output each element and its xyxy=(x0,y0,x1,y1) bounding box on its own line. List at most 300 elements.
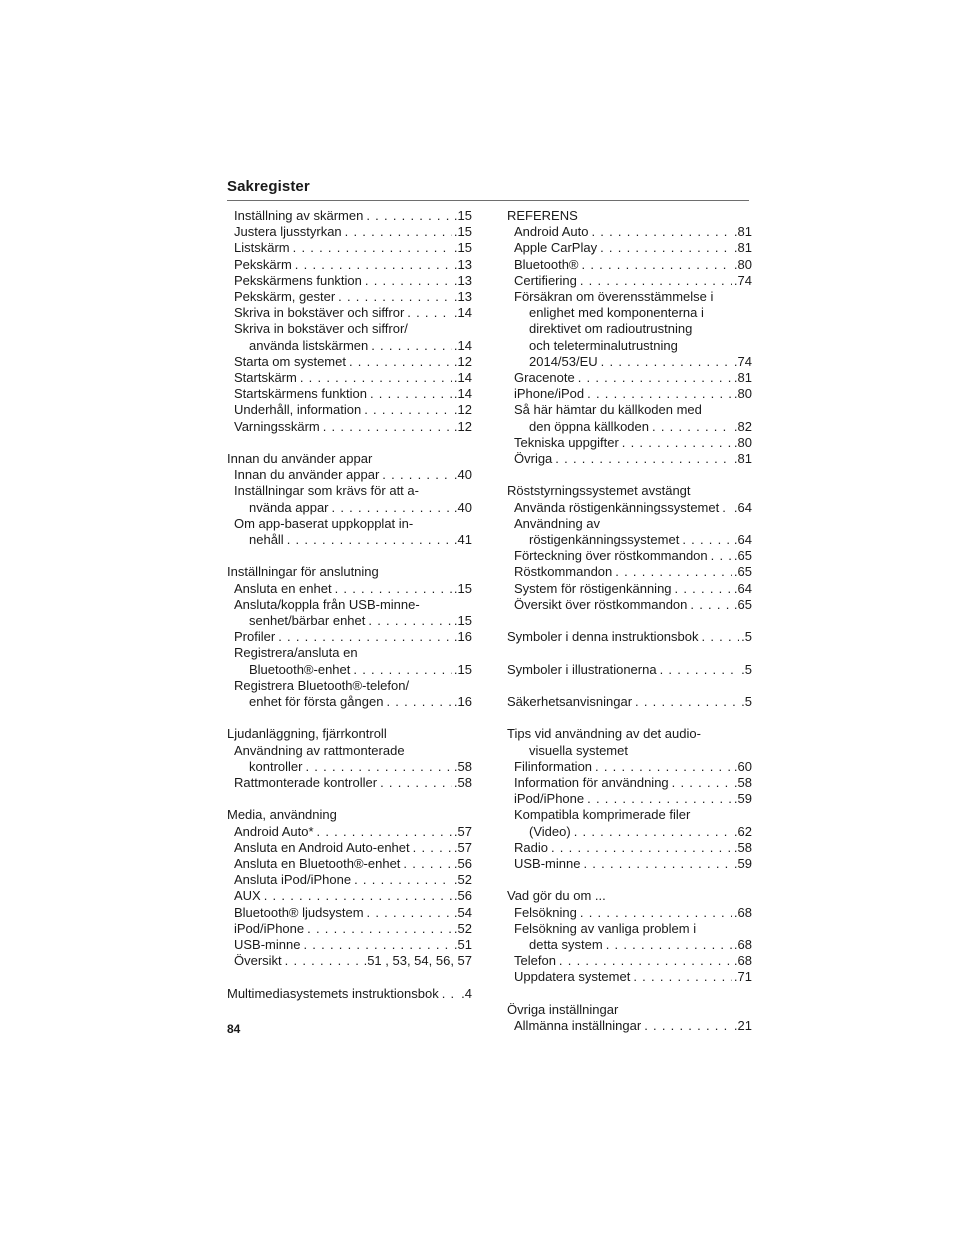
index-page-ref: .52 xyxy=(453,920,472,936)
index-entry-line xyxy=(234,613,472,629)
index-entry xyxy=(234,678,472,710)
index-entry xyxy=(234,856,472,872)
index-entry-text: kontroller xyxy=(249,758,303,774)
index-group xyxy=(507,483,752,613)
index-entry-line xyxy=(234,354,472,370)
index-entry xyxy=(234,953,472,969)
index-group xyxy=(507,694,752,710)
index-entry-line xyxy=(234,289,472,305)
index-entry-text: Pekskärm xyxy=(234,256,292,272)
index-group xyxy=(507,629,752,645)
index-entry-text: Översikt över röstkommandon xyxy=(514,596,688,612)
index-entry-text: senhet/bärbar enhet xyxy=(249,613,366,629)
index-entry-line xyxy=(234,856,472,872)
dot-leader xyxy=(386,694,451,710)
index-entry xyxy=(514,370,752,386)
index-entry-text: Justera ljusstyrkan xyxy=(234,224,342,240)
index-heading-text: Symboler i illustrationerna xyxy=(507,661,657,677)
dot-leader xyxy=(300,370,452,386)
index-entry-line xyxy=(234,240,472,256)
index-entry-text: detta system xyxy=(529,937,603,953)
dot-leader xyxy=(615,564,732,580)
index-page-ref: .51 , 53, 54, 56, 57 xyxy=(363,953,472,969)
index-group xyxy=(507,208,752,467)
dot-leader xyxy=(635,694,739,710)
index-entry-text: (Video) xyxy=(529,823,571,839)
index-entry xyxy=(514,273,752,289)
index-entry-text: Registrera/ansluta en xyxy=(234,645,358,661)
index-page-ref: .12 xyxy=(453,418,472,434)
index-page-ref: .71 xyxy=(733,969,752,985)
index-entry-line-wrap xyxy=(514,338,752,354)
index-heading-text: Multimediasystemets instruktionsbok xyxy=(227,985,439,1001)
index-entry-line xyxy=(514,354,752,370)
dot-leader xyxy=(682,532,732,548)
index-entry-text: Pekskärmens funktion xyxy=(234,272,362,288)
index-entry-text: Om app-baserat uppkopplat in- xyxy=(234,515,414,531)
dot-leader xyxy=(600,240,732,256)
index-page-ref: .15 xyxy=(453,240,472,256)
index-page-ref: .13 xyxy=(453,256,472,272)
index-page-ref: .65 xyxy=(733,564,752,580)
dot-leader xyxy=(660,662,740,678)
index-page-ref: .14 xyxy=(453,386,472,402)
index-entry-line xyxy=(234,888,472,904)
index-entry xyxy=(514,386,752,402)
index-heading: Röststyrningssystemet avstängt xyxy=(507,483,691,499)
index-page-ref: .13 xyxy=(453,272,472,288)
index-entry-text: Radio xyxy=(514,839,548,855)
index-entry-text: Ansluta en enhet xyxy=(234,580,332,596)
index-entry-line xyxy=(514,824,752,840)
index-entry-text: Allmänna inställningar xyxy=(514,1018,642,1034)
index-entry-text: Försäkran om överensstämmelse i xyxy=(514,289,714,305)
index-page-ref: .65 xyxy=(733,548,752,564)
dot-leader xyxy=(559,953,732,969)
index-entry-line xyxy=(514,548,752,564)
index-entry-text: Certifiering xyxy=(514,272,577,288)
index-entry xyxy=(514,500,752,516)
index-entry-line xyxy=(514,224,752,240)
dot-leader xyxy=(722,500,732,516)
index-entry-line-wrap xyxy=(514,516,752,532)
index-entry-line xyxy=(514,1018,752,1034)
index-entry-text: Bluetooth® xyxy=(514,256,579,272)
index-entry-line xyxy=(234,532,472,548)
index-entry-text: Android Auto xyxy=(514,224,589,240)
dot-leader xyxy=(672,775,732,791)
index-entry-line xyxy=(234,305,472,321)
index-entry-text: och teleterminalutrustning xyxy=(529,337,678,353)
dot-leader xyxy=(583,856,731,872)
index-entry-line xyxy=(514,451,752,467)
index-entry-text: Ansluta/koppla från USB-minne- xyxy=(234,596,420,612)
index-heading: Vad gör du om ... xyxy=(507,888,606,904)
index-entry-line xyxy=(234,872,472,888)
index-entry-text: iPod/iPhone xyxy=(234,920,305,936)
index-page-ref: .14 xyxy=(453,370,472,386)
index-entry-line xyxy=(234,208,472,224)
index-entry-text: Telefon xyxy=(514,953,556,969)
index-page-ref: .68 xyxy=(733,953,752,969)
index-entry xyxy=(514,759,752,775)
index-page-ref: .56 xyxy=(453,856,472,872)
index-page-ref: .12 xyxy=(453,353,472,369)
index-entry-text: 2014/53/EU xyxy=(529,353,598,369)
index-entry-line-wrap xyxy=(514,807,752,823)
dot-leader xyxy=(403,856,452,872)
dot-leader xyxy=(606,937,732,953)
index-entry-line xyxy=(234,338,472,354)
index-entry xyxy=(514,564,752,580)
dot-leader xyxy=(303,937,451,953)
dot-leader xyxy=(287,532,452,548)
index-entry-line-wrap xyxy=(234,645,472,661)
index-entry xyxy=(514,581,752,597)
index-entry-line xyxy=(234,370,472,386)
index-entry-text: AUX xyxy=(234,888,261,904)
index-entry xyxy=(514,289,752,370)
index-page-ref: .15 xyxy=(453,224,472,240)
index-entry-line-wrap xyxy=(234,483,472,499)
page-title: Sakregister xyxy=(227,178,310,195)
index-entry-line-wrap xyxy=(234,678,472,694)
index-entry xyxy=(234,370,472,386)
index-heading: Innan du använder appar xyxy=(227,451,373,467)
dot-leader xyxy=(285,953,362,969)
dot-leader xyxy=(574,824,732,840)
index-entry xyxy=(234,419,472,435)
index-heading: Övriga inställningar xyxy=(507,1001,619,1017)
index-heading-text: Säkerhetsanvisningar xyxy=(507,694,633,710)
dot-leader xyxy=(652,419,732,435)
dot-leader xyxy=(633,969,732,985)
index-entry-line-wrap xyxy=(514,321,752,337)
index-entry-text: Rattmonterade kontroller xyxy=(234,775,378,791)
index-entry-line xyxy=(514,856,752,872)
index-entry-text: Tekniska uppgifter xyxy=(514,434,619,450)
page-number: 84 xyxy=(227,1022,241,1036)
index-entry-line xyxy=(514,581,752,597)
index-page-ref: .5 xyxy=(741,694,752,710)
index-group xyxy=(227,564,472,710)
index-entry-text: Startskärmens funktion xyxy=(234,386,367,402)
index-entry xyxy=(514,597,752,613)
index-group xyxy=(507,662,752,678)
index-entry-line xyxy=(234,629,472,645)
dot-leader xyxy=(578,370,732,386)
index-entry xyxy=(514,905,752,921)
index-entry-line-wrap xyxy=(514,305,752,321)
dot-leader xyxy=(644,1018,732,1034)
index-entry-text: Gracenote xyxy=(514,370,575,386)
index-entry-text: Inställningar som krävs för att a- xyxy=(234,483,419,499)
index-page-ref: .5 xyxy=(741,661,752,677)
index-entry-text: Varningsskärm xyxy=(234,418,320,434)
index-entry xyxy=(234,581,472,597)
index-entry xyxy=(514,224,752,240)
index-page-ref: .81 xyxy=(733,451,752,467)
index-group xyxy=(227,451,472,548)
index-page-ref: .58 xyxy=(733,775,752,791)
dot-leader xyxy=(555,451,732,467)
index-group xyxy=(507,726,752,872)
index-group xyxy=(507,1002,752,1034)
index-entry-text: den öppna källkoden xyxy=(529,418,649,434)
index-entry-line xyxy=(234,840,472,856)
index-entry-line xyxy=(514,905,752,921)
index-entry xyxy=(234,905,472,921)
index-entry-text: USB-minne xyxy=(514,856,581,872)
index-page-ref: .15 xyxy=(453,580,472,596)
dot-leader xyxy=(264,888,452,904)
index-entry xyxy=(514,807,752,839)
index-entry xyxy=(234,629,472,645)
index-page-ref: .81 xyxy=(733,370,752,386)
dot-leader xyxy=(353,662,452,678)
index-page-ref: .4 xyxy=(461,985,472,1001)
dot-leader xyxy=(307,921,452,937)
index-page-ref: .41 xyxy=(453,532,472,548)
index-entry-line xyxy=(514,370,752,386)
index-page-ref: .74 xyxy=(733,353,752,369)
index-page-ref: .59 xyxy=(733,856,752,872)
index-entry xyxy=(234,824,472,840)
index-entry-line xyxy=(234,419,472,435)
index-entry-text: Pekskärm, gester xyxy=(234,289,336,305)
dot-leader xyxy=(295,257,452,273)
index-entry-text: Röstkommandon xyxy=(514,564,613,580)
index-entry-text: Uppdatera systemet xyxy=(514,969,631,985)
index-entry xyxy=(234,386,472,402)
index-heading: REFERENS xyxy=(507,208,578,223)
dot-leader xyxy=(338,289,452,305)
index-heading xyxy=(507,694,752,710)
index-entry-text: nehåll xyxy=(249,532,284,548)
index-entry xyxy=(234,483,472,515)
index-page-ref: .56 xyxy=(453,888,472,904)
dot-leader xyxy=(622,435,732,451)
dot-leader xyxy=(366,208,452,224)
dot-leader xyxy=(702,629,740,645)
index-entry-text: enhet för första gången xyxy=(249,694,384,710)
index-entry xyxy=(234,257,472,273)
index-entry xyxy=(234,645,472,677)
index-group xyxy=(227,807,472,969)
index-entry-line xyxy=(234,467,472,483)
index-page-ref: .60 xyxy=(733,758,752,774)
dot-leader xyxy=(582,257,732,273)
index-heading-continuation: visuella systemet xyxy=(529,742,628,758)
index-entry-text: USB-minne xyxy=(234,937,301,953)
index-entry-text: Så här hämtar du källkoden med xyxy=(514,402,702,418)
index-entry-line xyxy=(514,500,752,516)
index-page-ref: .16 xyxy=(453,629,472,645)
index-entry xyxy=(514,240,752,256)
index-entry-text: Övriga xyxy=(514,451,553,467)
index-entry xyxy=(234,224,472,240)
index-entry-text: Listskärm xyxy=(234,240,290,256)
index-entry-line-wrap xyxy=(234,597,472,613)
index-entry-line xyxy=(234,937,472,953)
index-entry-text: Användning av xyxy=(514,515,601,531)
index-entry-text: Starta om systemet xyxy=(234,353,346,369)
index-entry xyxy=(234,921,472,937)
index-entry xyxy=(514,921,752,953)
index-entry-line xyxy=(234,662,472,678)
dot-leader xyxy=(367,905,452,921)
index-entry-line xyxy=(514,969,752,985)
index-entry xyxy=(514,548,752,564)
index-entry xyxy=(234,289,472,305)
index-entry-text: Underhåll, information xyxy=(234,402,362,418)
index-entry-line xyxy=(234,921,472,937)
index-entry-line xyxy=(234,953,472,969)
index-page-ref: .68 xyxy=(733,937,752,953)
index-heading xyxy=(507,629,752,645)
index-entry-text: Använda röstigenkänningssystemet xyxy=(514,499,720,515)
index-entry-text: Android Auto* xyxy=(234,823,314,839)
index-page-ref: .12 xyxy=(453,402,472,418)
dot-leader xyxy=(335,581,452,597)
dot-leader xyxy=(690,597,732,613)
index-entry xyxy=(514,516,752,548)
index-page-ref: .58 xyxy=(733,839,752,855)
dot-leader xyxy=(365,273,452,289)
index-entry-text: Skriva in bokstäver och siffror xyxy=(234,305,405,321)
index-entry-line xyxy=(234,386,472,402)
index-column-left xyxy=(227,208,472,1002)
dot-leader xyxy=(368,613,452,629)
index-entry-text: Bluetooth®-enhet xyxy=(249,661,351,677)
dot-leader xyxy=(580,273,732,289)
index-entry-text: Felsökning xyxy=(514,904,577,920)
index-heading: Inställningar för anslutning xyxy=(227,564,379,580)
dot-leader xyxy=(580,905,732,921)
index-entry-line xyxy=(514,597,752,613)
dot-leader xyxy=(711,548,732,564)
index-entry-text: Förteckning över röstkommandon xyxy=(514,548,708,564)
index-heading: Tips vid användning av det audio- xyxy=(507,726,701,742)
index-group xyxy=(227,726,472,791)
index-entry-line xyxy=(234,905,472,921)
dot-leader xyxy=(551,840,732,856)
index-entry-text: Ansluta en Bluetooth®-enhet xyxy=(234,856,401,872)
index-entry xyxy=(234,321,472,353)
index-entry-text: enlighet med komponenterna i xyxy=(529,305,704,321)
index-entry xyxy=(234,775,472,791)
index-entry-line xyxy=(514,564,752,580)
index-page-ref: .80 xyxy=(733,386,752,402)
dot-leader xyxy=(278,629,452,645)
index-entry-line xyxy=(514,419,752,435)
index-page-ref: .57 xyxy=(453,823,472,839)
index-page-ref: .40 xyxy=(453,499,472,515)
index-page-ref: .57 xyxy=(453,839,472,855)
index-entry-line xyxy=(234,759,472,775)
index-entry xyxy=(234,208,472,224)
dot-leader xyxy=(601,354,732,370)
index-page-ref: .59 xyxy=(733,791,752,807)
index-entry xyxy=(234,402,472,418)
index-page-ref: .14 xyxy=(453,305,472,321)
index-page-ref: .13 xyxy=(453,289,472,305)
title-divider xyxy=(227,200,749,201)
index-entry-line xyxy=(234,500,472,516)
index-entry-line-wrap xyxy=(514,289,752,305)
index-entry xyxy=(514,969,752,985)
index-page-ref: .65 xyxy=(733,596,752,612)
index-group xyxy=(227,208,472,435)
index-heading-text: Symboler i denna instruktionsbok xyxy=(507,629,699,645)
index-entry-line xyxy=(234,775,472,791)
index-page-ref: .54 xyxy=(453,904,472,920)
dot-leader xyxy=(595,759,732,775)
index-entry-line-wrap xyxy=(234,321,472,337)
index-entry-line xyxy=(234,224,472,240)
index-group xyxy=(507,888,752,985)
index-entry-text: Felsökning av vanliga problem i xyxy=(514,920,697,936)
index-heading: Ljudanläggning, fjärrkontroll xyxy=(227,726,387,742)
index-entry xyxy=(514,953,752,969)
index-entry xyxy=(234,597,472,629)
index-entry-line-wrap xyxy=(234,516,472,532)
index-entry-text: Registrera Bluetooth®-telefon/ xyxy=(234,677,410,693)
index-page-ref: .74 xyxy=(733,272,752,288)
index-entry-text: Information för användning xyxy=(514,775,669,791)
index-page-ref: .82 xyxy=(733,418,752,434)
index-entry-text: Ansluta en Android Auto-enhet xyxy=(234,839,410,855)
index-entry-text: Kompatibla komprimerade filer xyxy=(514,807,691,823)
index-column-right xyxy=(507,208,752,1034)
index-entry xyxy=(514,840,752,856)
index-page-ref: .21 xyxy=(733,1018,752,1034)
index-entry-text: Användning av rattmonterade xyxy=(234,742,405,758)
index-page-ref: .14 xyxy=(453,337,472,353)
index-entry-line xyxy=(514,240,752,256)
index-entry-text: Startskärm xyxy=(234,370,297,386)
index-entry-line xyxy=(514,273,752,289)
index-entry-line xyxy=(514,937,752,953)
index-entry-text: använda listskärmen xyxy=(249,337,369,353)
dot-leader xyxy=(317,824,452,840)
index-entry-line-wrap xyxy=(234,743,472,759)
index-page-ref: .80 xyxy=(733,256,752,272)
dot-leader xyxy=(371,338,452,354)
index-entry-line xyxy=(514,840,752,856)
index-entry xyxy=(514,435,752,451)
index-entry-line xyxy=(234,824,472,840)
index-page-ref: .64 xyxy=(733,580,752,596)
index-entry-line xyxy=(514,775,752,791)
index-page-ref: .62 xyxy=(733,823,752,839)
dot-leader xyxy=(413,840,452,856)
index-entry-line xyxy=(234,581,472,597)
index-entry-line xyxy=(514,257,752,273)
index-entry-text: Skriva in bokstäver och siffror/ xyxy=(234,321,408,337)
index-page-ref: .15 xyxy=(453,613,472,629)
dot-leader xyxy=(323,419,452,435)
index-entry-text: Innan du använder appar xyxy=(234,467,380,483)
index-entry-text: Filinformation xyxy=(514,758,593,774)
dot-leader xyxy=(293,240,452,256)
index-entry xyxy=(514,775,752,791)
dot-leader xyxy=(349,354,452,370)
dot-leader xyxy=(364,402,452,418)
index-page-ref: .5 xyxy=(741,629,752,645)
index-entry-line xyxy=(514,532,752,548)
index-entry xyxy=(514,1018,752,1034)
